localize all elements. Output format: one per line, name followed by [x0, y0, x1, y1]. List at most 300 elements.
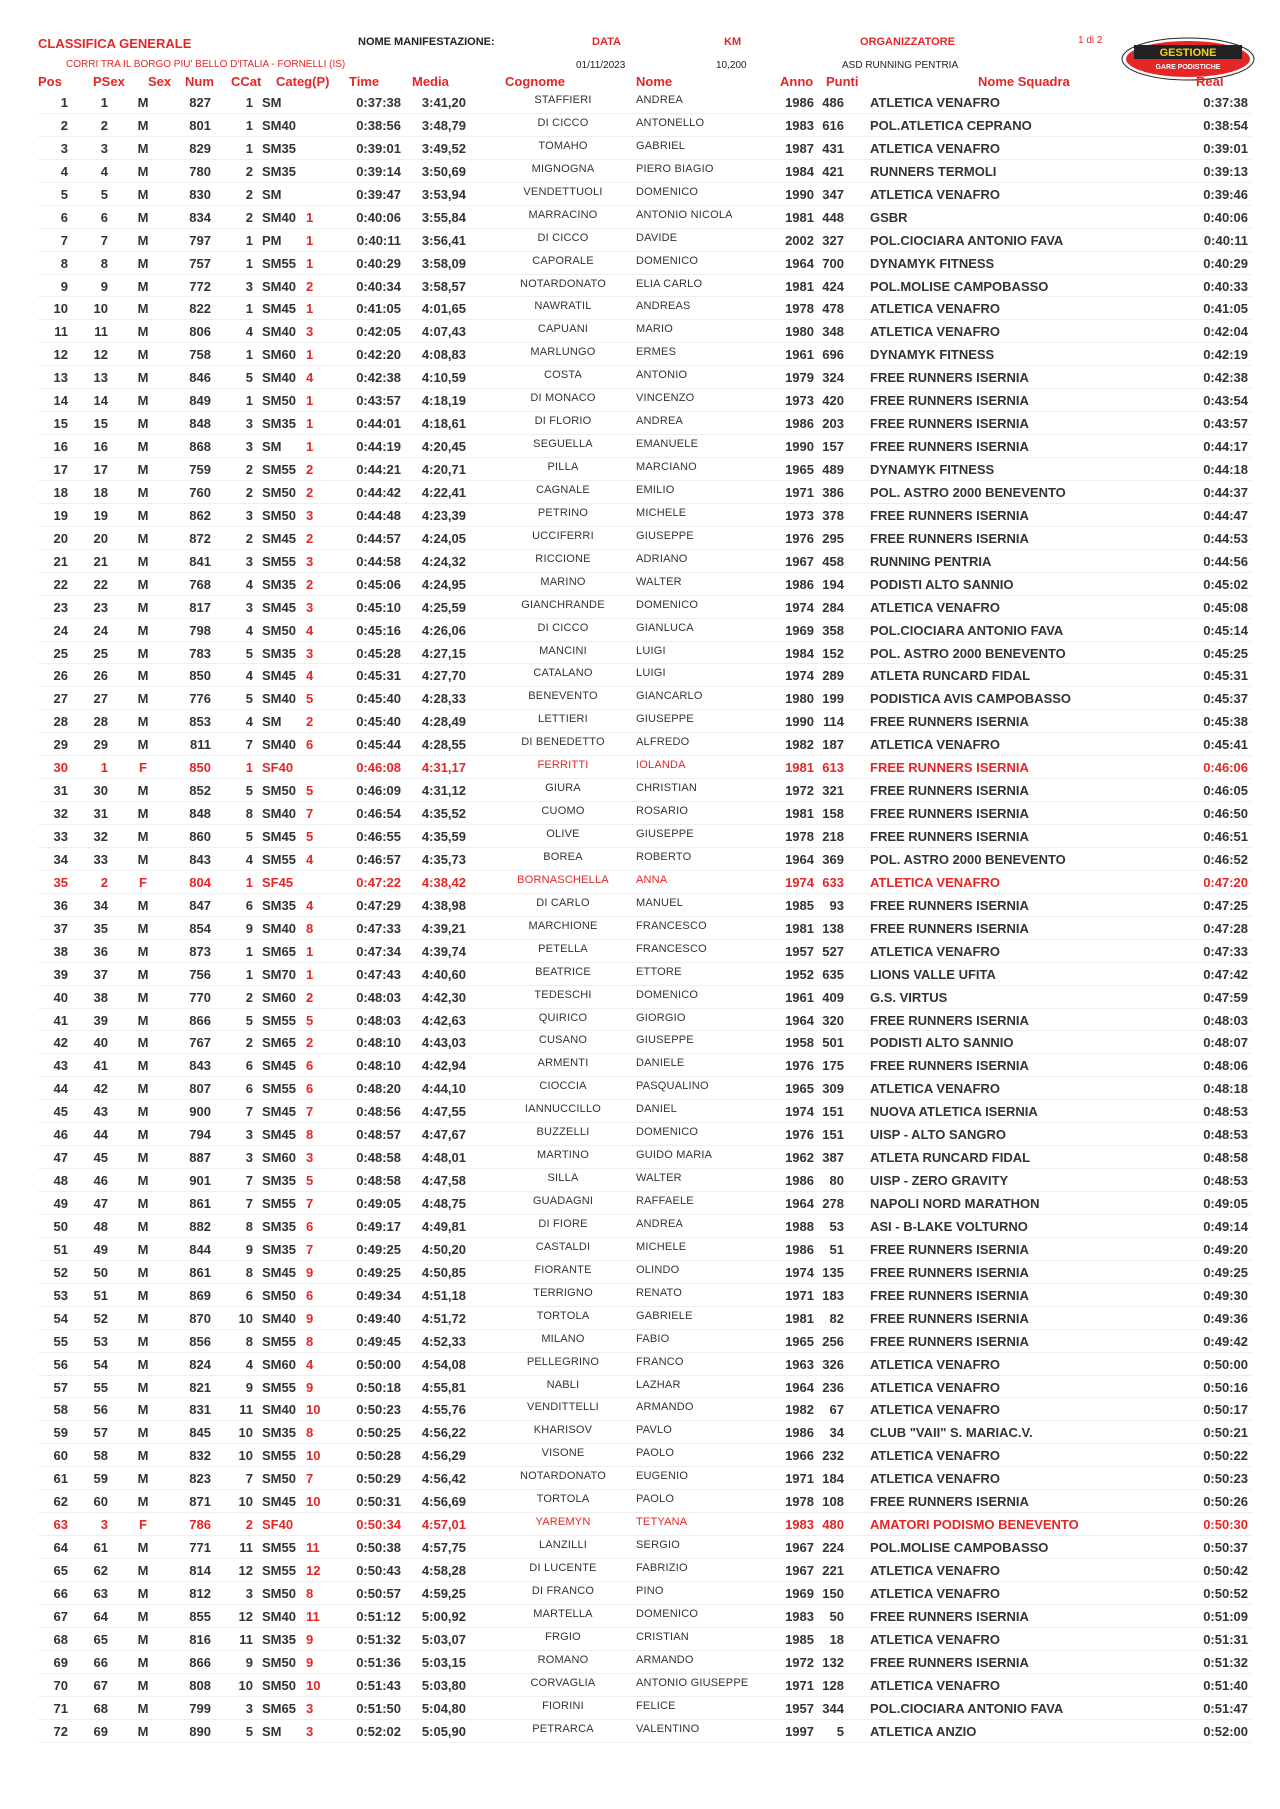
cell-nome: ARMANDO	[636, 1401, 694, 1414]
cell-sex: M	[137, 1654, 149, 1670]
cell-ccat: 1	[245, 874, 253, 890]
cell-categ: SM35	[262, 416, 296, 432]
cell-anno: 1967	[785, 1540, 814, 1556]
cell-real: 0:38:54	[1203, 117, 1248, 133]
cell-nome: ANTONELLO	[636, 116, 705, 129]
cell-cognome: MARLUNGO	[530, 346, 596, 359]
cell-real: 0:43:54	[1203, 393, 1248, 409]
cell-pos: 71	[53, 1700, 68, 1716]
cell-num: 801	[189, 117, 211, 133]
cell-real: 0:48:06	[1203, 1058, 1248, 1074]
cell-psex: 37	[93, 966, 108, 982]
cell-ccat: 6	[245, 1058, 253, 1074]
cell-punti: 321	[822, 783, 844, 799]
cell-nome: DOMENICO	[636, 1607, 699, 1620]
cell-pos: 36	[53, 897, 68, 913]
cell-categ: SM45	[262, 1104, 296, 1120]
cell-squadra: POL.MOLISE CAMPOBASSO	[870, 278, 1049, 294]
cell-sex: M	[137, 278, 149, 294]
cell-media: 4:57,75	[421, 1540, 466, 1556]
table-row	[38, 710, 1252, 733]
cell-psex: 27	[93, 691, 108, 707]
cell-nome: VALENTINO	[636, 1722, 700, 1735]
cell-categ: SM40	[262, 1402, 296, 1418]
cell-anno: 1986	[785, 1241, 814, 1257]
page-title: CLASSIFICA GENERALE	[38, 36, 192, 51]
cell-num: 832	[189, 1448, 211, 1464]
cell-num: 798	[189, 622, 211, 638]
cell-squadra: FREE RUNNERS ISERNIA	[870, 1608, 1029, 1624]
cell-num: 868	[189, 439, 211, 455]
cell-ccat: 5	[245, 691, 253, 707]
cell-nome: RAFFAELE	[636, 1195, 694, 1207]
cell-anno: 1967	[785, 553, 814, 569]
col-punti: Punti	[826, 74, 859, 89]
cell-cognome: VENDITTELLI	[527, 1401, 599, 1414]
cell-nome: PINO	[636, 1584, 664, 1597]
cell-cognome: MANCINI	[539, 644, 587, 657]
cell-real: 0:50:26	[1203, 1494, 1248, 1510]
cell-media: 3:58,57	[421, 278, 466, 294]
cell-cat-rank: 5	[306, 1012, 314, 1028]
cell-time: 0:39:47	[356, 186, 401, 202]
cell-sex: F	[139, 760, 147, 776]
cell-punti: 203	[822, 416, 844, 432]
cell-num: 872	[189, 530, 211, 546]
cell-squadra: FREE RUNNERS ISERNIA	[870, 1310, 1029, 1326]
cell-anno: 1980	[785, 324, 814, 340]
cell-time: 0:44:57	[356, 530, 401, 546]
cell-cat-rank: 2	[306, 530, 314, 546]
cell-cognome: NOTARDONATO	[520, 277, 606, 290]
cell-sex: M	[137, 1218, 149, 1234]
cell-num: 822	[189, 301, 211, 317]
cell-num: 808	[189, 1677, 211, 1693]
cell-squadra: ATLETICA VENAFRO	[870, 599, 1000, 615]
cell-sex: M	[137, 622, 149, 638]
page-indicator: 1 di 2	[1078, 35, 1103, 46]
cell-ccat: 3	[245, 278, 253, 294]
cell-media: 4:59,25	[421, 1585, 466, 1601]
cell-punti: 295	[822, 530, 844, 546]
cell-num: 780	[189, 163, 211, 179]
cell-anno: 1961	[785, 347, 814, 363]
cell-psex: 15	[93, 416, 108, 432]
cell-anno: 1987	[785, 140, 814, 156]
cell-psex: 4	[100, 163, 108, 179]
table-row	[38, 917, 1252, 940]
cell-ccat: 9	[245, 920, 253, 936]
cell-ccat: 2	[245, 530, 253, 546]
cell-sex: M	[137, 232, 149, 248]
cell-real: 0:44:47	[1203, 507, 1248, 523]
cell-nome: GUIDO MARIA	[636, 1149, 713, 1162]
event-name-label: NOME MANIFESTAZIONE:	[358, 36, 495, 48]
cell-cat-rank: 2	[306, 484, 314, 500]
table-row	[38, 1215, 1252, 1238]
cell-media: 4:25,59	[421, 599, 466, 615]
cell-punti: 320	[822, 1012, 844, 1028]
cell-nome: ANDREA	[636, 94, 684, 106]
cell-punti: 151	[822, 1127, 844, 1143]
cell-categ: SM60	[262, 347, 296, 363]
cell-categ: SM35	[262, 1173, 296, 1189]
cell-ccat: 3	[245, 1127, 253, 1143]
cell-categ: SM40	[262, 737, 296, 753]
cell-categ: SM55	[262, 553, 296, 569]
cell-nome: PIERO BIAGIO	[636, 162, 714, 175]
cell-categ: SM	[262, 186, 282, 202]
cell-categ: SM60	[262, 989, 296, 1005]
cell-punti: 218	[822, 829, 844, 844]
cell-cognome: ARMENTI	[537, 1057, 589, 1070]
cell-pos: 6	[60, 209, 68, 225]
cell-cat-rank: 9	[306, 1631, 314, 1647]
table-row	[38, 894, 1252, 917]
cell-time: 0:48:20	[356, 1081, 401, 1097]
cell-nome: LAZHAR	[636, 1378, 681, 1391]
cell-anno: 1976	[785, 1058, 814, 1074]
cell-media: 4:42,94	[421, 1058, 466, 1074]
cell-psex: 40	[93, 1035, 108, 1051]
cell-time: 0:48:56	[356, 1104, 401, 1120]
cell-sex: M	[137, 1585, 149, 1601]
cell-time: 0:44:42	[356, 484, 401, 500]
column-headers	[0, 74, 1280, 88]
cell-psex: 42	[93, 1081, 108, 1097]
cell-squadra: UISP - ZERO GRAVITY	[870, 1173, 1009, 1189]
cell-ccat: 2	[245, 484, 253, 500]
cell-squadra: ATLETA RUNCARD FIDAL	[870, 668, 1031, 684]
cell-anno: 1972	[785, 783, 814, 799]
table-row	[38, 1054, 1252, 1077]
cell-real: 0:50:21	[1203, 1425, 1248, 1441]
cell-nome: DOMENICO	[636, 254, 699, 267]
cell-nome: ALFREDO	[636, 736, 690, 749]
cell-squadra: LIONS VALLE UFITA	[870, 966, 996, 982]
cell-cat-rank: 2	[306, 714, 314, 730]
cell-cognome: TORTOLA	[536, 1309, 590, 1322]
cell-cat-rank: 9	[306, 1654, 314, 1670]
cell-punti: 256	[822, 1333, 844, 1349]
cell-cat-rank: 10	[306, 1448, 321, 1464]
table-row	[38, 642, 1252, 665]
cell-punti: 175	[822, 1058, 844, 1074]
table-row	[38, 481, 1252, 504]
cell-nome: DAVIDE	[636, 231, 678, 244]
cell-nome: MICHELE	[636, 506, 687, 519]
cell-cat-rank: 1	[306, 255, 314, 271]
cell-cognome: DI CICCO	[537, 116, 589, 129]
cell-cat-rank: 10	[306, 1677, 321, 1693]
cell-categ: SM55	[262, 1333, 296, 1349]
cell-ccat: 2	[245, 163, 253, 179]
cell-num: 870	[189, 1310, 211, 1326]
cell-time: 0:46:57	[356, 851, 401, 867]
cell-categ: SM	[262, 439, 282, 455]
cell-psex: 66	[93, 1654, 108, 1670]
cell-real: 0:50:42	[1203, 1563, 1248, 1578]
cell-anno: 1990	[785, 439, 814, 455]
cell-time: 0:40:11	[356, 232, 401, 248]
cell-cat-rank: 12	[306, 1563, 321, 1578]
cell-cat-rank: 1	[306, 943, 314, 959]
cell-real: 0:50:16	[1203, 1379, 1248, 1395]
cell-nome: FABIO	[636, 1332, 670, 1345]
cell-nome: DOMENICO	[636, 598, 699, 611]
cell-squadra: FREE RUNNERS ISERNIA	[870, 1012, 1029, 1028]
cell-nome: ANDREA	[636, 1217, 684, 1230]
cell-time: 0:47:34	[356, 943, 401, 959]
cell-time: 0:49:05	[356, 1196, 401, 1211]
cell-ccat: 4	[245, 668, 253, 684]
cell-categ: SM40	[262, 370, 296, 386]
cell-squadra: ATLETICA VENAFRO	[870, 1471, 1000, 1487]
cell-psex: 59	[93, 1471, 108, 1487]
table-row	[38, 1376, 1252, 1399]
cell-squadra: POL. ASTRO 2000 BENEVENTO	[870, 645, 1066, 661]
cell-media: 5:03,80	[421, 1677, 466, 1693]
cell-psex: 45	[93, 1150, 108, 1166]
cell-cognome: TOMAHO	[538, 139, 588, 152]
cell-ccat: 2	[245, 1035, 253, 1051]
cell-real: 0:45:14	[1203, 622, 1248, 638]
cell-sex: M	[137, 1379, 149, 1395]
cell-media: 4:47,58	[421, 1173, 466, 1189]
cell-cat-rank: 2	[306, 462, 314, 477]
cell-cat-rank: 2	[306, 1035, 314, 1051]
cell-anno: 1973	[785, 507, 814, 523]
cell-time: 0:47:29	[356, 897, 401, 913]
cell-nome: PAVLO	[636, 1424, 673, 1437]
cell-squadra: ATLETICA VENAFRO	[870, 324, 1000, 340]
cell-anno: 1966	[785, 1448, 814, 1464]
cell-anno: 1969	[785, 622, 814, 638]
cell-real: 0:45:37	[1203, 691, 1248, 707]
cell-sex: M	[137, 416, 149, 432]
cell-pos: 29	[53, 737, 68, 753]
cell-pos: 59	[53, 1425, 68, 1441]
cell-anno: 1974	[785, 668, 814, 684]
cell-sex: M	[137, 1356, 149, 1372]
cell-pos: 67	[53, 1608, 68, 1624]
cell-punti: 132	[822, 1654, 844, 1670]
table-row	[38, 550, 1252, 573]
cell-sex: M	[137, 530, 149, 546]
cell-nome: ETTORE	[636, 965, 682, 978]
table-row	[38, 1582, 1252, 1605]
cell-punti: 486	[822, 95, 844, 110]
cell-nome: ANTONIO	[636, 369, 688, 382]
cell-pos: 26	[53, 668, 68, 684]
cell-media: 4:35,52	[421, 806, 466, 822]
cell-punti: 151	[822, 1104, 844, 1120]
cell-num: 847	[189, 897, 211, 913]
cell-ccat: 2	[245, 989, 253, 1005]
cell-anno: 1986	[785, 416, 814, 432]
cell-punti: 358	[822, 622, 844, 638]
cell-sex: M	[137, 1700, 149, 1716]
cell-num: 861	[189, 1264, 211, 1280]
cell-sex: M	[137, 393, 149, 409]
cell-punti: 501	[822, 1035, 844, 1051]
cell-cognome: ROMANO	[537, 1653, 589, 1666]
cell-pos: 33	[53, 829, 68, 844]
cell-real: 0:49:05	[1203, 1196, 1248, 1211]
cell-real: 0:47:20	[1203, 874, 1248, 890]
cell-cognome: CUOMO	[541, 805, 585, 818]
cell-punti: 635	[822, 966, 844, 982]
cell-categ: SM45	[262, 668, 296, 684]
cell-time: 0:49:17	[356, 1218, 401, 1234]
cell-time: 0:37:38	[356, 95, 401, 110]
cell-anno: 1997	[785, 1723, 814, 1739]
cell-cognome: RICCIONE	[535, 552, 591, 565]
cell-media: 4:38,98	[421, 897, 466, 913]
cell-categ: SM55	[262, 1563, 296, 1578]
cell-cognome: VISONE	[541, 1447, 585, 1460]
cell-pos: 9	[60, 278, 68, 294]
cell-media: 4:28,55	[421, 737, 466, 753]
cell-pos: 11	[54, 324, 68, 340]
cell-nome: LUIGI	[636, 644, 666, 657]
cell-squadra: ATLETICA VENAFRO	[870, 140, 1000, 156]
cell-categ: SM65	[262, 1700, 296, 1716]
cell-categ: SF40	[262, 1517, 294, 1533]
cell-real: 0:46:51	[1203, 829, 1248, 844]
cell-categ: SM50	[262, 1654, 296, 1670]
cell-real: 0:49:36	[1203, 1310, 1248, 1326]
cell-squadra: FREE RUNNERS ISERNIA	[870, 1333, 1029, 1349]
cell-media: 4:07,43	[421, 324, 466, 340]
cell-ccat: 1	[245, 95, 253, 110]
cell-categ: SM40	[262, 324, 296, 340]
cell-time: 0:39:01	[356, 140, 401, 156]
cell-num: 771	[189, 1540, 211, 1556]
cell-sex: M	[137, 1471, 149, 1487]
cell-squadra: FREE RUNNERS ISERNIA	[870, 416, 1029, 432]
col-squadra: Nome Squadra	[978, 74, 1070, 89]
cell-nome: ANTONIO NICOLA	[636, 208, 733, 221]
cell-num: 855	[189, 1608, 211, 1624]
cell-categ: SM	[262, 1723, 282, 1739]
cell-pos: 7	[60, 232, 68, 248]
cell-pos: 21	[53, 553, 68, 569]
cell-num: 861	[189, 1196, 211, 1211]
cell-cat-rank: 5	[306, 691, 314, 707]
cell-squadra: FREE RUNNERS ISERNIA	[870, 1058, 1029, 1074]
cell-psex: 48	[93, 1218, 108, 1234]
cell-anno: 1979	[785, 370, 814, 386]
cell-real: 0:42:04	[1203, 324, 1248, 340]
table-row	[38, 435, 1252, 458]
cell-sex: M	[137, 966, 149, 982]
cell-real: 0:50:30	[1203, 1517, 1248, 1533]
cell-ccat: 10	[238, 1494, 253, 1510]
cell-time: 0:50:28	[356, 1448, 401, 1464]
cell-psex: 54	[93, 1356, 108, 1372]
cell-categ: SM40	[262, 117, 296, 133]
cell-ccat: 4	[245, 714, 253, 730]
cell-anno: 1974	[785, 1264, 814, 1280]
cell-num: 824	[189, 1356, 211, 1372]
cell-num: 807	[189, 1081, 211, 1097]
cell-pos: 5	[60, 186, 68, 202]
cell-pos: 44	[53, 1081, 68, 1097]
cell-punti: 431	[822, 140, 844, 156]
cell-squadra: NUOVA ATLETICA ISERNIA	[870, 1104, 1038, 1120]
cell-punti: 93	[829, 897, 844, 913]
cell-cognome: NABLI	[546, 1378, 580, 1391]
cell-sex: M	[137, 943, 149, 959]
table-row	[38, 366, 1252, 389]
cell-real: 0:45:41	[1203, 737, 1248, 753]
cell-sex: M	[137, 1081, 149, 1097]
cell-psex: 20	[93, 530, 108, 546]
cell-categ: SM55	[262, 1196, 296, 1211]
cell-real: 0:42:19	[1203, 347, 1248, 363]
cell-sex: M	[137, 95, 149, 110]
table-row	[38, 1628, 1252, 1651]
cell-squadra: POL. ASTRO 2000 BENEVENTO	[870, 484, 1066, 500]
table-row	[38, 206, 1252, 229]
cell-ccat: 3	[245, 439, 253, 455]
cell-cognome: MARINO	[540, 575, 586, 588]
cell-media: 4:18,19	[421, 393, 466, 409]
cell-ccat: 8	[245, 1333, 253, 1349]
table-row	[38, 733, 1252, 756]
cell-time: 0:49:40	[356, 1310, 401, 1326]
cell-pos: 69	[53, 1654, 68, 1670]
cell-sex: M	[137, 668, 149, 684]
cell-ccat: 9	[245, 1654, 253, 1670]
cell-anno: 1981	[785, 920, 814, 936]
col-num: Num	[185, 74, 214, 89]
cell-time: 0:48:10	[356, 1035, 401, 1051]
cell-squadra: DYNAMYK FITNESS	[870, 347, 995, 363]
cell-num: 850	[189, 668, 211, 684]
cell-categ: SM60	[262, 1356, 296, 1372]
cell-media: 5:04,80	[421, 1700, 466, 1716]
cell-punti: 369	[822, 851, 844, 867]
cell-media: 4:28,33	[421, 691, 466, 707]
cell-time: 0:48:03	[356, 989, 401, 1005]
table-row	[38, 229, 1252, 252]
cell-cat-rank: 10	[306, 1494, 321, 1510]
cell-squadra: ATLETICA VENAFRO	[870, 301, 1000, 317]
cell-squadra: FREE RUNNERS ISERNIA	[870, 760, 1029, 776]
cell-num: 901	[189, 1173, 211, 1189]
cell-cat-rank: 2	[306, 989, 314, 1005]
cell-nome: OLINDO	[636, 1263, 680, 1276]
cell-cognome: CIOCCIA	[539, 1080, 587, 1093]
cell-cat-rank: 4	[306, 370, 314, 386]
cell-squadra: G.S. VIRTUS	[870, 989, 948, 1005]
cell-anno: 1986	[785, 1425, 814, 1441]
cell-categ: SM40	[262, 691, 296, 707]
cell-cat-rank: 3	[306, 553, 314, 569]
table-row	[38, 320, 1252, 343]
cell-media: 4:48,01	[421, 1150, 466, 1166]
cell-sex: M	[137, 186, 149, 202]
cell-time: 0:44:01	[356, 416, 401, 432]
table-row	[38, 1398, 1252, 1421]
cell-cat-rank: 7	[306, 1241, 314, 1257]
cell-cognome: DI FRANCO	[531, 1584, 595, 1597]
cell-anno: 1964	[785, 1196, 814, 1211]
cell-media: 4:54,08	[421, 1356, 466, 1372]
cell-time: 0:48:57	[356, 1127, 401, 1143]
